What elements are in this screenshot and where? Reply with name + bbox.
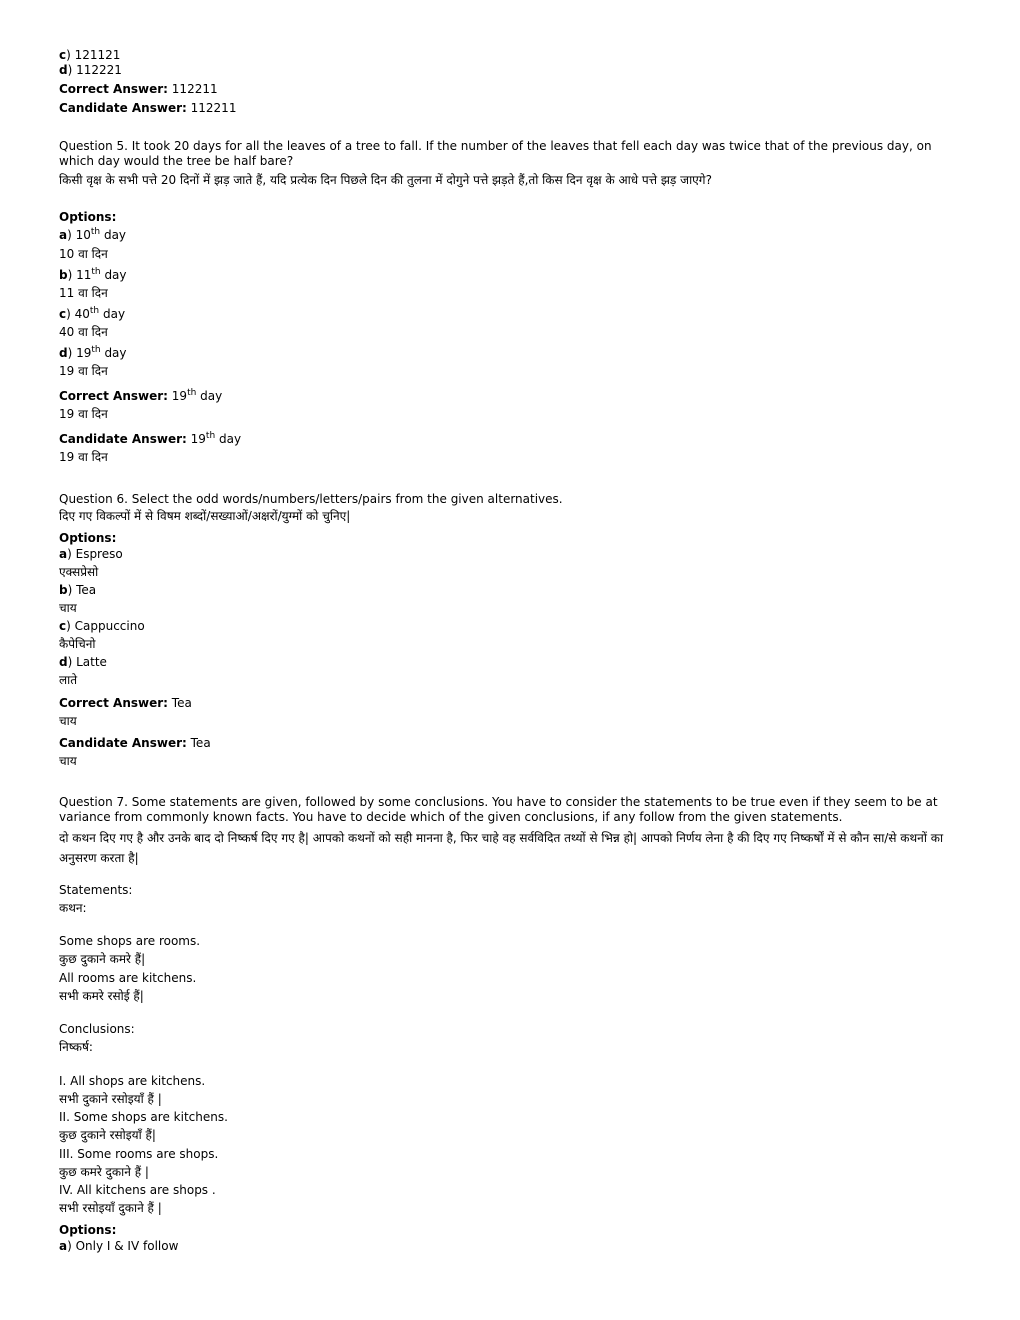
options-label: Options: — [59, 1223, 117, 1237]
conclusion-line: कुछ दुकाने रसोइयाँ हैं| — [59, 1128, 156, 1142]
statement-line: All rooms are kitchens. — [59, 971, 197, 985]
candidate-answer: Candidate Answer: 19th day — [59, 431, 242, 446]
correct-answer: Correct Answer: 19th day — [59, 388, 223, 403]
statement-line: Some shops are rooms. — [59, 934, 201, 948]
correct-answer-hindi: चाय — [59, 714, 77, 728]
candidate-answer-hindi: 19 वा दिन — [59, 450, 108, 464]
option-c-hindi: कैपेचिनो — [59, 637, 96, 651]
conclusion-line: I. All shops are kitchens. — [59, 1074, 206, 1088]
option-c: c) 121121 — [59, 48, 121, 62]
conclusion-line: कुछ कमरे दुकाने हैं | — [59, 1165, 149, 1179]
option-a-hindi: 10 वा दिन — [59, 247, 108, 261]
question-6-hindi: दिए गए विकल्पों में से विषम शब्दों/सख्याओं/अक्षरों/युग्मों को चुनिए| — [59, 509, 351, 523]
option-b-hindi: चाय — [59, 601, 77, 615]
candidate-answer: Candidate Answer: 112211 — [59, 101, 237, 115]
question-7-text: Question 7. Some statements are given, followed by some conclusions. You have to consider the statements to be true even if they seem to be at variance from commonly known facts. You have to decide which of the given conclusions, if any follow from the given statements. — [59, 795, 938, 824]
correct-answer: Correct Answer: Tea — [59, 696, 192, 710]
option-d: d) 112221 — [59, 63, 122, 77]
option-b: b) 11th day — [59, 267, 127, 282]
conclusion-line: सभी रसोइयाँ दुकाने हैं | — [59, 1201, 162, 1215]
candidate-answer-hindi: चाय — [59, 754, 77, 768]
statements-heading: Statements: — [59, 883, 133, 897]
option-c: c) 40th day — [59, 306, 126, 321]
question-6-text: Question 6. Select the odd words/numbers/letters/pairs from the given alternatives. — [59, 492, 563, 506]
option-d: d) 19th day — [59, 345, 127, 360]
statement-line: सभी कमरे रसोई हैं| — [59, 989, 144, 1003]
option-d-hindi: लाते — [59, 673, 78, 687]
question-5-hindi: किसी वृक्ष के सभी पत्ते 20 दिनों में झड़ जाते हैं, यदि प्रत्येक दिन पिछले दिन की तुलना में दोगुने पत्ते झड़ते हैं,तो किस दिन वृक्ष के आधे पत्ते झड़ जाएगे? — [59, 173, 712, 187]
statement-line: कुछ दुकाने कमरे हैं| — [59, 952, 146, 966]
option-a: a) 10th day — [59, 227, 127, 242]
option-b: b) Tea — [59, 583, 97, 597]
question-5-text: Question 5. It took 20 days for all the leaves of a tree to fall. If the number of the leaves that fell each day was twice that of the previous day, on which day would the tree be half bare? — [59, 139, 932, 168]
conclusion-line: II. Some shops are kitchens. — [59, 1110, 228, 1124]
conclusions-heading: Conclusions: — [59, 1022, 135, 1036]
correct-answer: Correct Answer: 112211 — [59, 82, 218, 96]
option-d-hindi: 19 वा दिन — [59, 364, 108, 378]
options-label: Options: — [59, 210, 117, 224]
candidate-answer: Candidate Answer: Tea — [59, 736, 211, 750]
option-c-hindi: 40 वा दिन — [59, 325, 108, 339]
option-d: d) Latte — [59, 655, 107, 669]
option-a: a) Espreso — [59, 547, 123, 561]
option-c: c) Cappuccino — [59, 619, 145, 633]
conclusion-line: IV. All kitchens are shops . — [59, 1183, 216, 1197]
statements-heading-hindi: कथन: — [59, 901, 87, 915]
option-b-hindi: 11 वा दिन — [59, 286, 108, 300]
question-7-hindi: दो कथन दिए गए है और उनके बाद दो निष्कर्ष दिए गए है| आपको कथनों को सही मानना है, फिर चाहे वह सर्वविदित तथ्यों से भिन्न हो| आपको निर्णय लेना है की दिए गए निष्कर्षों में से कौन सा/से कथनों का अनुसरण करता है| — [59, 831, 944, 865]
options-label: Options: — [59, 531, 117, 545]
conclusion-line: III. Some rooms are shops. — [59, 1147, 219, 1161]
conclusions-heading-hindi: निष्कर्ष: — [59, 1040, 93, 1054]
conclusion-line: सभी दुकाने रसोइयाँ हैं | — [59, 1092, 162, 1106]
correct-answer-hindi: 19 वा दिन — [59, 407, 108, 421]
option-a: a) Only I & IV follow — [59, 1239, 179, 1253]
option-a-hindi: एक्सप्रेसो — [59, 565, 99, 579]
